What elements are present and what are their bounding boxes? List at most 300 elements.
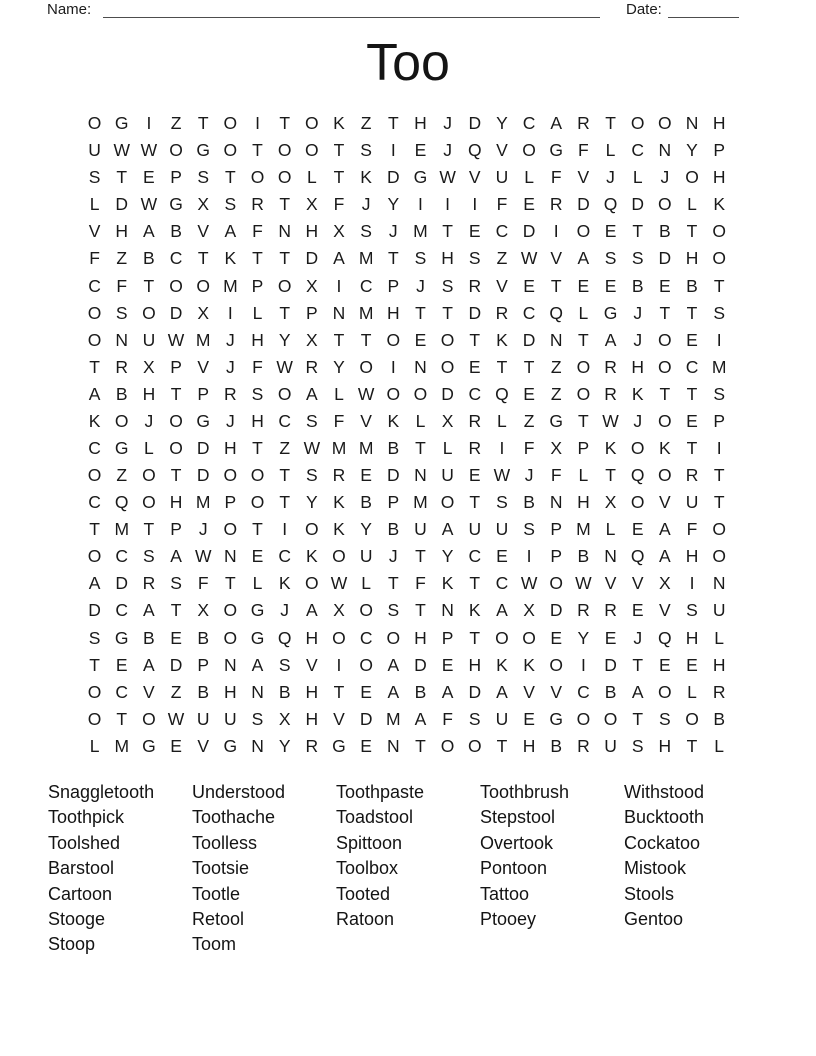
grid-letter: E [686,410,698,431]
grid-letter: Q [658,627,672,648]
grid-letter: R [468,410,482,431]
grid-letter: K [523,654,535,675]
grid-letter: O [223,600,238,621]
grid-letter: I [336,275,342,296]
grid-letter: G [114,437,129,458]
grid-letter: C [88,437,101,458]
grid-letter: N [414,465,427,486]
grid-letter: P [577,437,590,458]
grid-letter: X [143,356,155,377]
grid-letter: L [497,410,507,431]
grid-letter: M [195,492,211,513]
grid-letter: E [360,681,372,702]
grid-letter: Z [170,113,182,134]
grid-letter: T [632,708,644,729]
grid-letter: Z [116,465,128,486]
grid-letter: O [223,140,238,161]
grid-letter: K [659,437,671,458]
grid-letter: S [496,492,508,513]
grid-letter: R [251,194,264,215]
word-item: Understood [192,782,286,802]
grid-letter: B [197,627,210,648]
grid-letter: L [605,140,616,161]
grid-letter: K [88,410,101,431]
grid-letter: A [305,600,318,621]
grid-letter: P [170,519,182,540]
grid-letter: L [334,383,344,404]
grid-letter: S [115,302,128,323]
grid-letter: H [305,221,319,242]
grid-letter: X [333,600,345,621]
grid-letter: G [549,140,564,161]
grid-letter: K [713,194,726,215]
grid-letter: T [333,140,345,161]
grid-letter: X [550,437,563,458]
grid-letter: H [414,113,427,134]
grid-letter: O [440,735,455,756]
grid-letter: I [282,519,288,540]
grid-letter: J [660,167,670,188]
grid-letter: O [630,437,645,458]
grid-letter: D [658,248,672,269]
grid-letter: R [712,681,726,702]
word-item: Stools [624,883,675,904]
grid-letter: T [659,302,671,323]
grid-letter: T [279,113,291,134]
grid-letter: U [495,167,509,188]
grid-letter: K [278,573,291,594]
grid-letter: H [577,492,590,513]
grid-letter: M [358,248,374,269]
grid-letter: S [414,248,427,269]
grid-letter: M [114,519,130,540]
grid-letter: T [469,627,481,648]
grid-letter: W [330,573,348,594]
grid-letter: E [170,735,182,756]
grid-letter: A [496,600,508,621]
word-item: Barstool [48,858,115,879]
word-item: Ratoon [336,909,395,930]
grid-letter: M [386,708,401,729]
grid-letter: A [577,248,590,269]
grid-letter: L [578,302,589,323]
grid-letter: K [441,573,454,594]
grid-letter: G [196,140,211,161]
word-item: Toothpick [48,807,125,828]
grid-letter: R [577,113,590,134]
grid-letter: E [523,708,535,729]
grid-letter: A [550,113,563,134]
grid-letter: V [468,167,481,188]
grid-letter: V [333,708,345,729]
grid-letter: O [305,573,319,594]
grid-letter: F [415,573,426,594]
grid-letter: A [143,654,155,675]
grid-letter: F [442,708,453,729]
grid-letter: T [442,221,453,242]
grid-letter: Z [550,383,562,404]
grid-letter: E [631,519,644,540]
grid-letter: R [495,302,509,323]
grid-letter: D [468,113,482,134]
grid-letter: K [468,600,481,621]
grid-letter: O [277,275,292,296]
grid-letter: B [278,681,291,702]
grid-letter: V [523,681,535,702]
grid-letter: X [305,194,318,215]
grid-letter: A [414,708,427,729]
grid-letter: D [169,302,183,323]
grid-letter: L [89,735,100,756]
grid-letter: K [496,329,508,350]
word-item: Cockatoo [624,832,701,853]
grid-letter: O [142,465,156,486]
grid-letter: Y [333,356,345,377]
grid-letter: E [659,275,671,296]
grid-letter: S [251,708,264,729]
grid-letter: N [224,654,237,675]
word-item: Withstood [624,782,705,802]
grid-letter: J [443,140,452,161]
grid-letter: D [115,194,129,215]
grid-letter: O [576,383,591,404]
grid-letter: Z [496,248,508,269]
grid-letter: O [87,302,102,323]
grid-letter: H [685,248,699,269]
grid-letter: M [331,437,347,458]
word-item: Toolless [192,832,258,853]
grid-letter: L [442,437,453,458]
grid-letter: V [550,248,563,269]
grid-letter: F [333,194,345,215]
grid-letter: R [142,573,156,594]
grid-letter: X [659,573,671,594]
grid-letter: T [469,492,481,513]
word-item: Stepstool [480,807,556,828]
grid-letter: T [659,383,671,404]
grid-letter: V [604,573,617,594]
grid-letter: Q [467,140,482,161]
grid-letter: O [305,140,319,161]
grid-letter: P [713,140,726,161]
grid-letter: O [250,167,265,188]
grid-letter: U [142,329,156,350]
grid-letter: O [576,708,591,729]
grid-letter: B [387,519,400,540]
grid-letter: O [87,708,102,729]
grid-letter: F [686,519,698,540]
grid-letter: T [632,654,644,675]
grid-letter: H [658,735,672,756]
grid-letter: C [495,221,509,242]
word-item: Cartoon [48,883,113,904]
grid-letter: Z [116,248,128,269]
grid-letter: F [496,194,508,215]
grid-letter: E [468,465,481,486]
grid-letter: T [686,221,698,242]
grid-letter: T [550,275,562,296]
grid-letter: W [140,194,158,215]
grid-letter: P [251,275,264,296]
grid-letter: I [472,194,478,215]
grid-letter: R [577,735,590,756]
word-item: Tootle [192,883,241,904]
grid-letter: O [277,140,292,161]
grid-letter: Z [360,113,372,134]
grid-letter: T [143,519,155,540]
grid-letter: B [604,681,617,702]
grid-letter: J [280,600,290,621]
grid-letter: L [415,410,426,431]
grid-letter: I [580,654,586,675]
grid-letter: C [468,383,482,404]
grid-letter: S [604,248,617,269]
grid-letter: I [227,302,233,323]
grid-letter: L [714,627,725,648]
grid-letter: T [333,681,345,702]
grid-letter: F [550,167,562,188]
grid-letter: T [713,465,725,486]
grid-letter: G [223,735,238,756]
grid-letter: O [440,492,455,513]
grid-letter: A [631,681,644,702]
grid-letter: B [143,248,155,269]
grid-letter: D [441,383,454,404]
grid-letter: W [357,383,375,404]
grid-letter: G [549,708,564,729]
grid-letter: H [712,167,726,188]
grid-letter: E [604,627,617,648]
grid-letter: O [142,302,156,323]
grid-letter: R [604,356,617,377]
grid-letter: C [115,681,129,702]
grid-letter: O [603,708,618,729]
grid-letter: O [169,437,183,458]
word-item: Pontoon [480,858,548,879]
grid-letter: S [631,735,644,756]
date-blank-line [668,17,739,18]
grid-letter: W [602,410,619,431]
word-list-column [48,780,192,958]
grid-letter: O [169,275,183,296]
grid-letter: T [686,437,698,458]
grid-letter: B [115,383,128,404]
grid-letter: O [87,329,102,350]
grid-letter: O [712,221,726,242]
grid-letter: O [305,113,319,134]
grid-letter: Z [550,356,562,377]
date-label: Date: [626,1,662,18]
grid-letter: X [197,194,210,215]
word-item: Toothpaste [336,782,425,802]
grid-letter: G [332,735,346,756]
grid-letter: P [224,492,237,513]
grid-letter: C [631,140,645,161]
grid-letter: E [659,654,671,675]
grid-letter: Y [496,113,508,134]
grid-letter: S [305,410,318,431]
grid-letter: M [223,275,238,296]
grid-letter: O [169,410,183,431]
grid-letter: O [169,140,183,161]
grid-letter: E [414,329,427,350]
grid-letter: O [712,248,726,269]
grid-letter: J [524,465,534,486]
grid-letter: C [359,627,373,648]
grid-letter: O [685,167,699,188]
grid-letter: K [333,113,345,134]
grid-letter: W [493,465,511,486]
grid-letter: L [144,437,154,458]
grid-letter: T [143,275,155,296]
grid-letter: F [252,221,263,242]
grid-letter: P [713,410,726,431]
grid-letter: N [251,735,264,756]
word-item: Snaggletooth [48,782,155,802]
grid-letter: A [170,546,182,567]
grid-letter: O [495,627,509,648]
word-item: Tattoo [480,883,530,904]
grid-letter: Z [523,410,535,431]
grid-letter: T [170,465,182,486]
grid-letter: M [711,356,727,377]
grid-letter: Q [630,465,645,486]
grid-letter: E [360,735,372,756]
grid-letter: Y [360,519,372,540]
grid-letter: P [387,275,400,296]
grid-letter: O [250,465,265,486]
grid-letter: M [358,302,374,323]
grid-letter: X [441,410,454,431]
word-search-grid [81,110,733,760]
grid-letter: E [686,329,698,350]
grid-letter: E [604,221,617,242]
grid-letter: E [414,140,427,161]
grid-letter: K [305,546,318,567]
grid-letter: Y [387,194,400,215]
grid-letter: M [195,329,211,350]
grid-letter: F [197,573,209,594]
grid-letter: P [441,627,454,648]
grid-letter: H [685,546,699,567]
grid-letter: T [360,329,372,350]
grid-letter: H [685,627,699,648]
grid-letter: F [333,410,345,431]
grid-letter: A [659,519,671,540]
puzzle-title: Too [366,34,450,92]
grid-letter: S [441,275,454,296]
grid-letter: I [336,654,342,675]
grid-letter: I [418,194,423,215]
word-item: Mistook [624,858,687,879]
grid-letter: R [685,465,699,486]
word-item: Toolshed [48,832,121,853]
grid-letter: E [143,167,155,188]
grid-letter: C [359,275,373,296]
grid-letter: M [413,221,428,242]
grid-letter: J [198,519,208,540]
grid-letter: O [196,275,211,296]
grid-letter: E [251,546,264,567]
grid-letter: T [578,329,589,350]
grid-letter: S [143,546,155,567]
grid-letter: C [169,248,183,269]
grid-letter: T [170,383,182,404]
grid-letter: B [387,437,400,458]
grid-letter: T [225,167,236,188]
grid-letter: C [88,275,101,296]
grid-letter: M [114,735,130,756]
grid-letter: R [604,600,617,621]
grid-letter: N [685,113,699,134]
grid-letter: C [278,410,291,431]
grid-letter: D [88,600,101,621]
grid-letter: T [252,140,263,161]
grid-letter: L [632,167,643,188]
grid-letter: E [360,465,372,486]
grid-letter: D [522,329,536,350]
grid-letter: O [522,140,536,161]
grid-letter: N [441,600,454,621]
word-list-column [192,780,336,958]
grid-letter: T [279,194,291,215]
grid-letter: O [305,519,319,540]
grid-letter: V [496,275,508,296]
word-item: Toothbrush [480,782,570,802]
grid-letter: J [443,113,452,134]
grid-letter: D [549,600,563,621]
grid-letter: S [88,167,101,188]
grid-letter: W [140,140,158,161]
grid-letter: T [387,113,399,134]
grid-letter: S [360,221,372,242]
word-item: Toom [192,934,237,955]
grid-letter: G [250,627,265,648]
grid-letter: L [714,735,725,756]
grid-letter: M [358,437,374,458]
grid-letter: T [469,573,481,594]
grid-letter: B [631,275,644,296]
grid-letter: O [658,329,672,350]
grid-letter: T [252,519,263,540]
grid-letter: T [197,113,209,134]
grid-letter: H [414,627,427,648]
grid-letter: L [89,194,100,215]
word-item: Toolbox [336,858,399,879]
word-item: Tootsie [192,858,250,879]
grid-letter: H [305,681,319,702]
grid-letter: C [115,546,129,567]
grid-letter: N [278,221,291,242]
grid-letter: D [386,465,400,486]
grid-letter: Y [686,140,698,161]
grid-letter: B [686,275,698,296]
grid-letter: W [276,356,293,377]
grid-letter: T [686,383,698,404]
word-item: Tooted [336,883,391,904]
grid-letter: I [255,113,260,134]
grid-letter: B [713,708,726,729]
grid-letter: O [576,356,591,377]
grid-letter: D [169,654,183,675]
grid-letter: E [550,627,563,648]
grid-letter: J [388,221,398,242]
grid-letter: B [414,681,427,702]
grid-letter: T [713,275,725,296]
grid-letter: J [225,329,235,350]
grid-letter: A [387,654,400,675]
grid-letter: P [197,383,210,404]
